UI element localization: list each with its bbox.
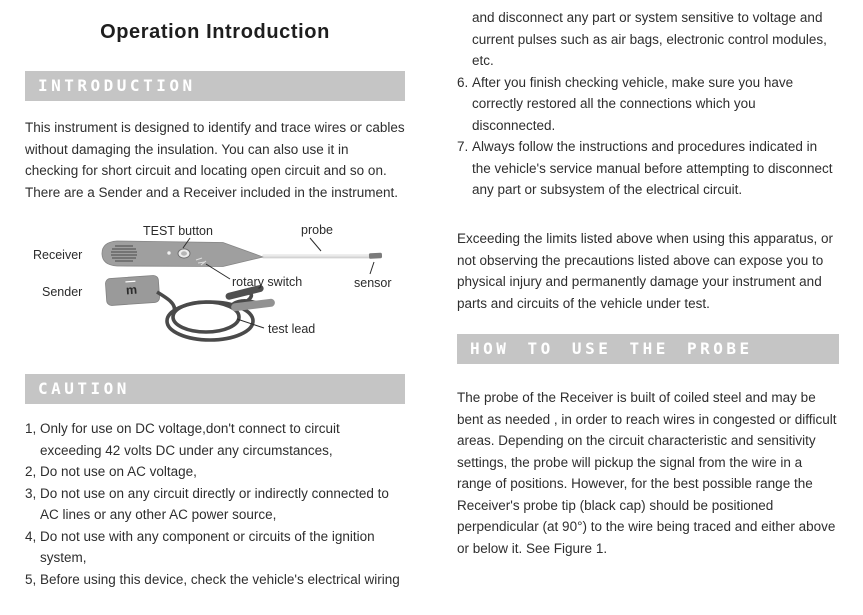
list-item-text: Do not use on AC voltage, xyxy=(40,464,197,479)
list-item-text: Only for use on DC voltage,don't connect to circuit exceeding 42 volts DC under any circumstances, xyxy=(40,421,340,458)
sensor-leader-line xyxy=(370,262,374,274)
probe-paragraph: The probe of the Receiver is built of coiled steel and may be bent as needed , in order to reach wires in congested or difficult areas. Depending on the circuit characteristic and sensitivity settings, the probe will pickup the signal from the wire in a range of positions. However, for the best possible range the Receiver's probe tip (black cap) should be positioned perpendicular (at 90°) to the wire being traced and either above or below it. See Figure 1. xyxy=(457,390,837,556)
list-item-number: 7. xyxy=(457,139,469,154)
list-item xyxy=(25,461,405,483)
list-item xyxy=(25,569,405,591)
test-lead-cable xyxy=(157,292,261,340)
device-diagram-svg xyxy=(25,218,405,350)
list-item-number: 2, xyxy=(25,464,37,479)
introduction-section-header: INTRODUCTION xyxy=(25,71,405,101)
page-title: Operation Introduction xyxy=(100,21,330,43)
sensor-tip-icon xyxy=(369,253,382,259)
caution-list xyxy=(25,418,405,590)
list-item xyxy=(457,72,839,137)
list-item xyxy=(25,526,405,569)
item5-continuation: and disconnect any part or system sensitive to voltage and current pulses such as air bags, electronic control modules, etc. xyxy=(472,10,827,68)
right-column xyxy=(457,0,839,615)
list-item-number: 1, xyxy=(25,421,37,436)
list-item-text: After you finish checking vehicle, make sure you have correctly restored all the connections which you disconnected. xyxy=(472,74,794,133)
list-item-number: 5, xyxy=(25,571,37,587)
list-item-text: Before using this device, check the vehicle's electrical wiring xyxy=(40,571,400,587)
sender-logo-bar xyxy=(125,281,135,282)
warning-paragraph: Exceeding the limits listed above when using this apparatus, or not observing the precautions listed above can expose you to physical injury and permanently damage your instrument and parts and circuits of the vehicle under test. xyxy=(457,231,833,311)
probe-section-header: HOW TO USE THE PROBE xyxy=(457,334,839,364)
sender-label: Sender xyxy=(42,285,83,299)
right-top-list xyxy=(457,7,839,201)
list-item xyxy=(25,418,405,461)
receiver-label: Receiver xyxy=(33,248,83,262)
introduction-paragraph: This instrument is designed to identify and trace wires or cables without damaging the insulation. You can also use it in checking for short circuit and locating open circuit and so on. There are a Sender and a Receiver included in the instrument. xyxy=(25,120,405,200)
list-item-text: Do not use with any component or circuits of the ignition system, xyxy=(40,528,375,565)
left-column xyxy=(25,0,405,615)
test-button-label: TEST button xyxy=(143,224,213,238)
receiver-illustration xyxy=(102,241,382,267)
list-item-text: Do not use on any circuit directly or indirectly connected to AC lines or any other AC power source, xyxy=(40,485,389,522)
test-button-center xyxy=(181,251,187,255)
list-item xyxy=(457,136,839,201)
list-item-number: 4, xyxy=(25,528,37,544)
list-item-number: 6. xyxy=(457,74,469,90)
probe-label: probe xyxy=(301,223,333,237)
led-indicator-icon xyxy=(167,251,170,254)
probe-leader-line xyxy=(310,238,321,251)
list-item-text: Always follow the instructions and procedures indicated in the vehicle's service manual before attempting to disconnect any part or subsystem of the electrical circuit. xyxy=(472,139,833,197)
rotary-switch-label: rotary switch xyxy=(232,275,303,289)
sensor-label: sensor xyxy=(354,276,392,290)
caution-section-header: CAUTION xyxy=(25,374,405,404)
device-diagram xyxy=(25,218,405,350)
list-item xyxy=(25,483,405,526)
sender-logo-icon: m xyxy=(125,282,138,298)
list-item-number: 3, xyxy=(25,485,37,501)
test-lead-label: test lead xyxy=(268,322,316,336)
